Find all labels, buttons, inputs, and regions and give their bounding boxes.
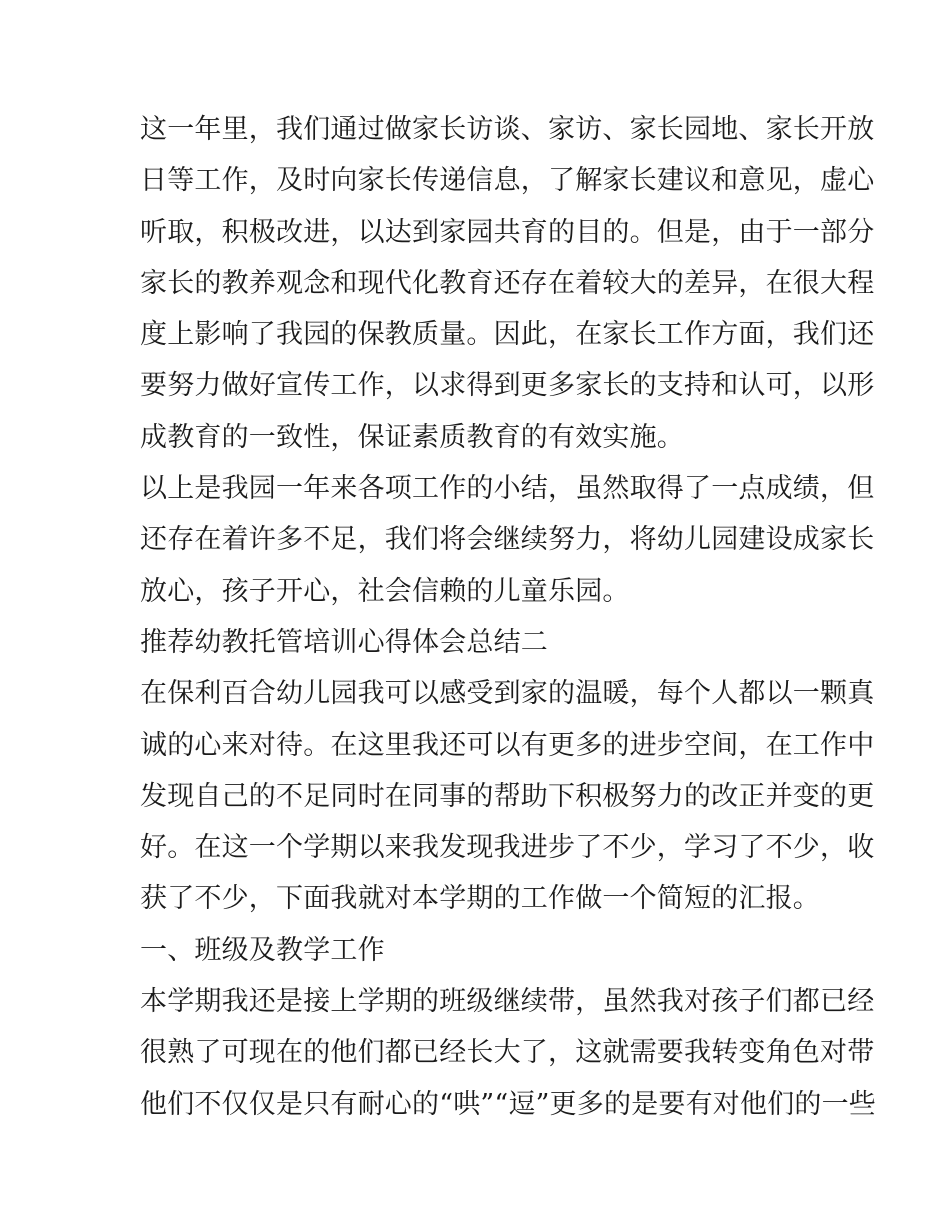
paragraph-line: 在保利百合幼儿园我可以感受到家的温暖，每个人都以一颗真 (140, 678, 875, 710)
paragraph-line: 本学期我还是接上学期的班级继续带，虽然我对孩子们都已经 (140, 986, 875, 1018)
paragraph-line: 家长的教养观念和现代化教育还存在着较大的差异，在很大程 (140, 267, 875, 299)
paragraph-line: 还存在着许多不足，我们将会继续努力，将幼儿园建设成家长 (140, 524, 875, 556)
paragraph-line: 听取，积极改进，以达到家园共育的目的。但是，由于一部分 (140, 216, 875, 248)
paragraph-line: 发现自己的不足同时在同事的帮助下积极努力的改正并变的更 (140, 780, 875, 812)
section-heading: 推荐幼教托管培训心得体会总结二 (140, 626, 548, 658)
paragraph-line: 这一年里，我们通过做家长访谈、家访、家长园地、家长开放 (140, 114, 875, 145)
document-body (140, 104, 877, 1130)
paragraph-line: 诚的心来对待。在这里我还可以有更多的进步空间，在工作中 (140, 729, 875, 761)
paragraph-line: 很熟了可现在的他们都已经长大了，这就需要我转变角色对带 (140, 1037, 875, 1069)
paragraph-line: 要努力做好宣传工作，以求得到更多家长的支持和认可，以形 (140, 370, 875, 402)
paragraph-line: 他们不仅仅是只有耐心的“哄”“逗”更多的是要有对他们的一些 (140, 1088, 877, 1120)
paragraph-line: 日等工作，及时向家长传递信息，了解家长建议和意见，虚心 (140, 165, 875, 197)
paragraph-line: 度上影响了我园的保教质量。因此，在家长工作方面，我们还 (140, 319, 875, 351)
paragraph-line: 获了不少，下面我就对本学期的工作做一个简短的汇报。 (140, 883, 820, 915)
paragraph-line: 放心，孩子开心，社会信赖的儿童乐园。 (140, 575, 630, 607)
paragraph-line: 以上是我园一年来各项工作的小结，虽然取得了一点成绩，但 (140, 473, 875, 505)
paragraph-line: 好。在这一个学期以来我发现我进步了不少，学习了不少，收 (140, 832, 875, 864)
section-heading: 一、班级及教学工作 (140, 934, 385, 966)
paragraph-line: 成教育的一致性，保证素质教育的有效实施。 (140, 421, 684, 453)
